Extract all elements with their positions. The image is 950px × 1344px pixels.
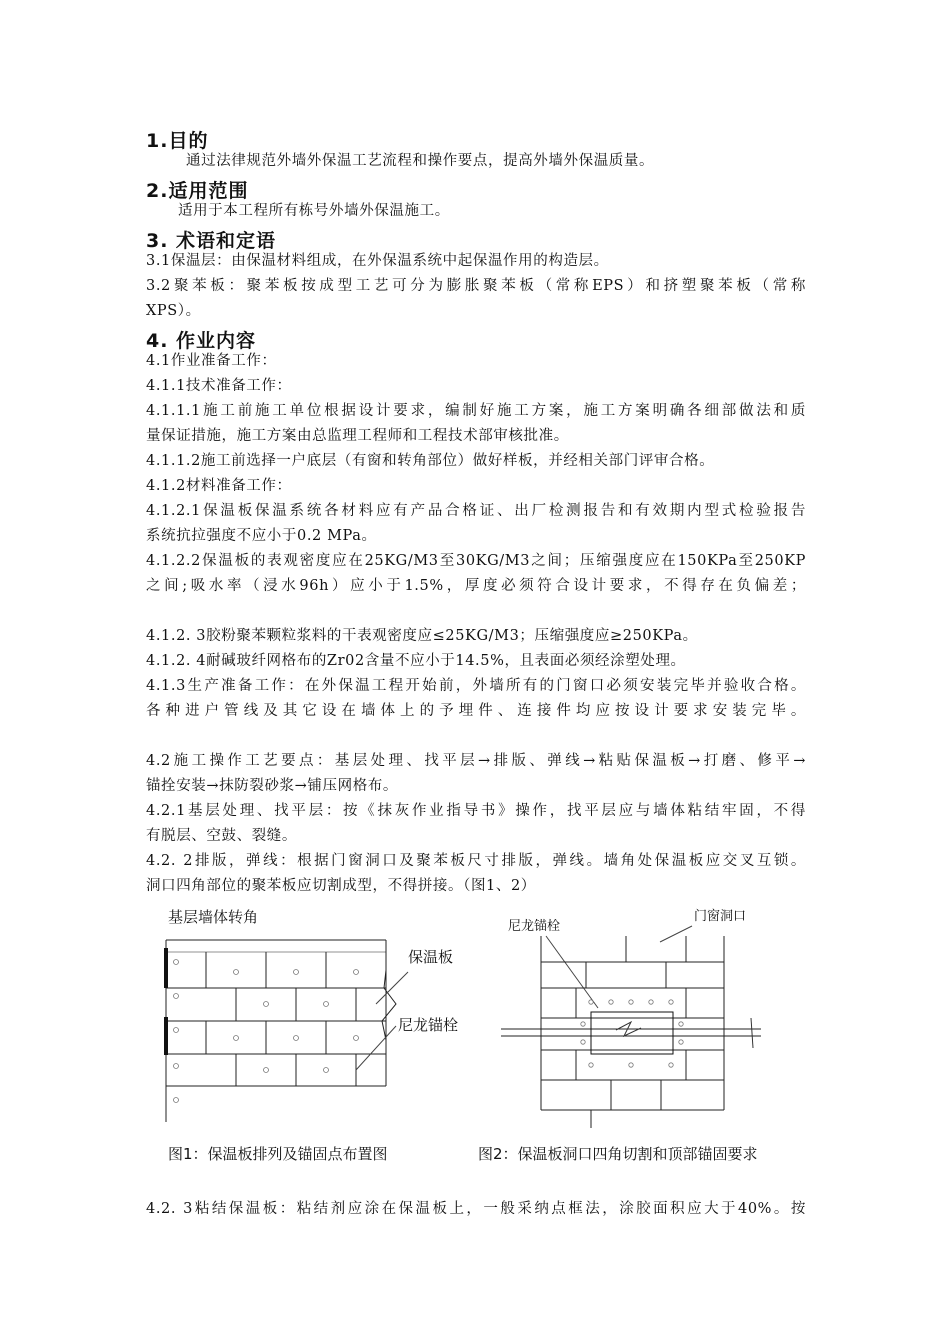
section-2-title: 2.适用范围 bbox=[146, 180, 249, 202]
s4-line: 4.2. 2排版，弹线：根据门窗洞口及聚苯板尺寸排版，弹线。墙角处保温板应交叉互锁。 bbox=[146, 853, 806, 869]
figure-2-label-anchor: 尼龙锚栓 bbox=[508, 919, 561, 934]
s4-line: 4.1.3生产准备工作：在外保温工程开始前，外墙所有的门窗口必须安装完毕并验收合格。 bbox=[146, 678, 806, 694]
figure-1-label-corner: 基层墙体转角 bbox=[168, 908, 259, 926]
section-3-p2-line1: 3.2聚苯板：聚苯板按成型工艺可分为膨胀聚苯板（常称EPS）和挤塑聚苯板（常称 bbox=[146, 278, 806, 294]
section-1-title: 1.目的 bbox=[146, 130, 209, 152]
section-3-p2-line2: XPS）。 bbox=[146, 303, 201, 319]
s4-line: 有脱层、空鼓、裂缝。 bbox=[146, 828, 297, 844]
figure-1-diagram bbox=[164, 908, 458, 1122]
figures bbox=[146, 900, 811, 1180]
s4-line: 量保证措施，施工方案由总监理工程师和工程技术部审核批准。 bbox=[146, 428, 569, 444]
s4-line: 4.1.1技术准备工作： bbox=[146, 378, 292, 394]
section-1-body: 通过法律规范外墙外保温工艺流程和操作要点，提高外墙外保温质量。 bbox=[186, 153, 655, 169]
figure-2-caption: 图2：保温板洞口四角切割和顶部锚固要求 bbox=[478, 1145, 758, 1163]
s4-line: 4.1.2.2保温板的表观密度应在25KG/M3至30KG/M3之间；压缩强度应在150KPa至250KP bbox=[146, 553, 806, 569]
s4-line: 4.1.2. 3胶粉聚苯颗粒浆料的干表观密度应≤25KG/M3；压缩强度应≥250KPa。 bbox=[146, 628, 698, 644]
figure-2-label-opening: 门窗洞口 bbox=[694, 909, 747, 924]
s4-line: 4.1.2材料准备工作： bbox=[146, 478, 292, 494]
s4-line: 锚拴安装→抹防裂砂浆→铺压网格布。 bbox=[146, 778, 398, 794]
s4-line: 之间;吸水率（浸水96h）应小于1.5%，厚度必须符合设计要求，不得存在负偏差； bbox=[146, 578, 806, 594]
figure-1-label-anchor: 尼龙锚栓 bbox=[398, 1016, 459, 1034]
s4-line: 4.2.1基层处理、找平层：按《抹灰作业指导书》操作，找平层应与墙体粘结牢固，不得 bbox=[146, 803, 806, 819]
s4-line: 洞口四角部位的聚苯板应切割成型，不得拼接。（图1、2） bbox=[146, 878, 536, 894]
s4-line: 4.1.2. 4耐碱玻纤网格布的Zr02含量不应小于14.5%，且表面必须经涂塑处理。 bbox=[146, 653, 686, 669]
section-2-body: 适用于本工程所有栋号外墙外保温施工。 bbox=[178, 203, 450, 219]
s4-line: 4.2. 3粘结保温板：粘结剂应涂在保温板上，一般采纳点框法，涂胶面积应大于40%。按 bbox=[146, 1201, 806, 1217]
s4-line: 系统抗拉强度不应小于0.2 MPa。 bbox=[146, 528, 377, 544]
s4-line: 4.2施工操作工艺要点：基层处理、找平层→排版、弹线→粘贴保温板→打磨、修平→ bbox=[146, 753, 806, 769]
s4-line: 4.1作业准备工作： bbox=[146, 353, 277, 369]
section-3-title: 3. 术语和定语 bbox=[146, 230, 277, 252]
figure-2-diagram bbox=[501, 908, 761, 1128]
s4-line: 4.1.1.2施工前选择一户底层（有窗和转角部位）做好样板，并经相关部门评审合格。 bbox=[146, 453, 715, 469]
s4-line: 各种进户管线及其它设在墙体上的予埋件、连接件均应按设计要求安装完毕。 bbox=[146, 703, 806, 719]
s4-line: 4.1.1.1施工前施工单位根据设计要求，编制好施工方案，施工方案明确各细部做法和质 bbox=[146, 403, 806, 419]
section-4-title: 4. 作业内容 bbox=[146, 330, 257, 352]
figure-1-label-board: 保温板 bbox=[408, 948, 454, 966]
s4-line: 4.1.2.1保温板保温系统各材料应有产品合格证、出厂检测报告和有效期内型式检验报告 bbox=[146, 503, 806, 519]
section-3-p1: 3.1保温层：由保温材料组成，在外保温系统中起保温作用的构造层。 bbox=[146, 253, 609, 269]
figure-1-caption: 图1：保温板排列及锚固点布置图 bbox=[168, 1145, 388, 1163]
